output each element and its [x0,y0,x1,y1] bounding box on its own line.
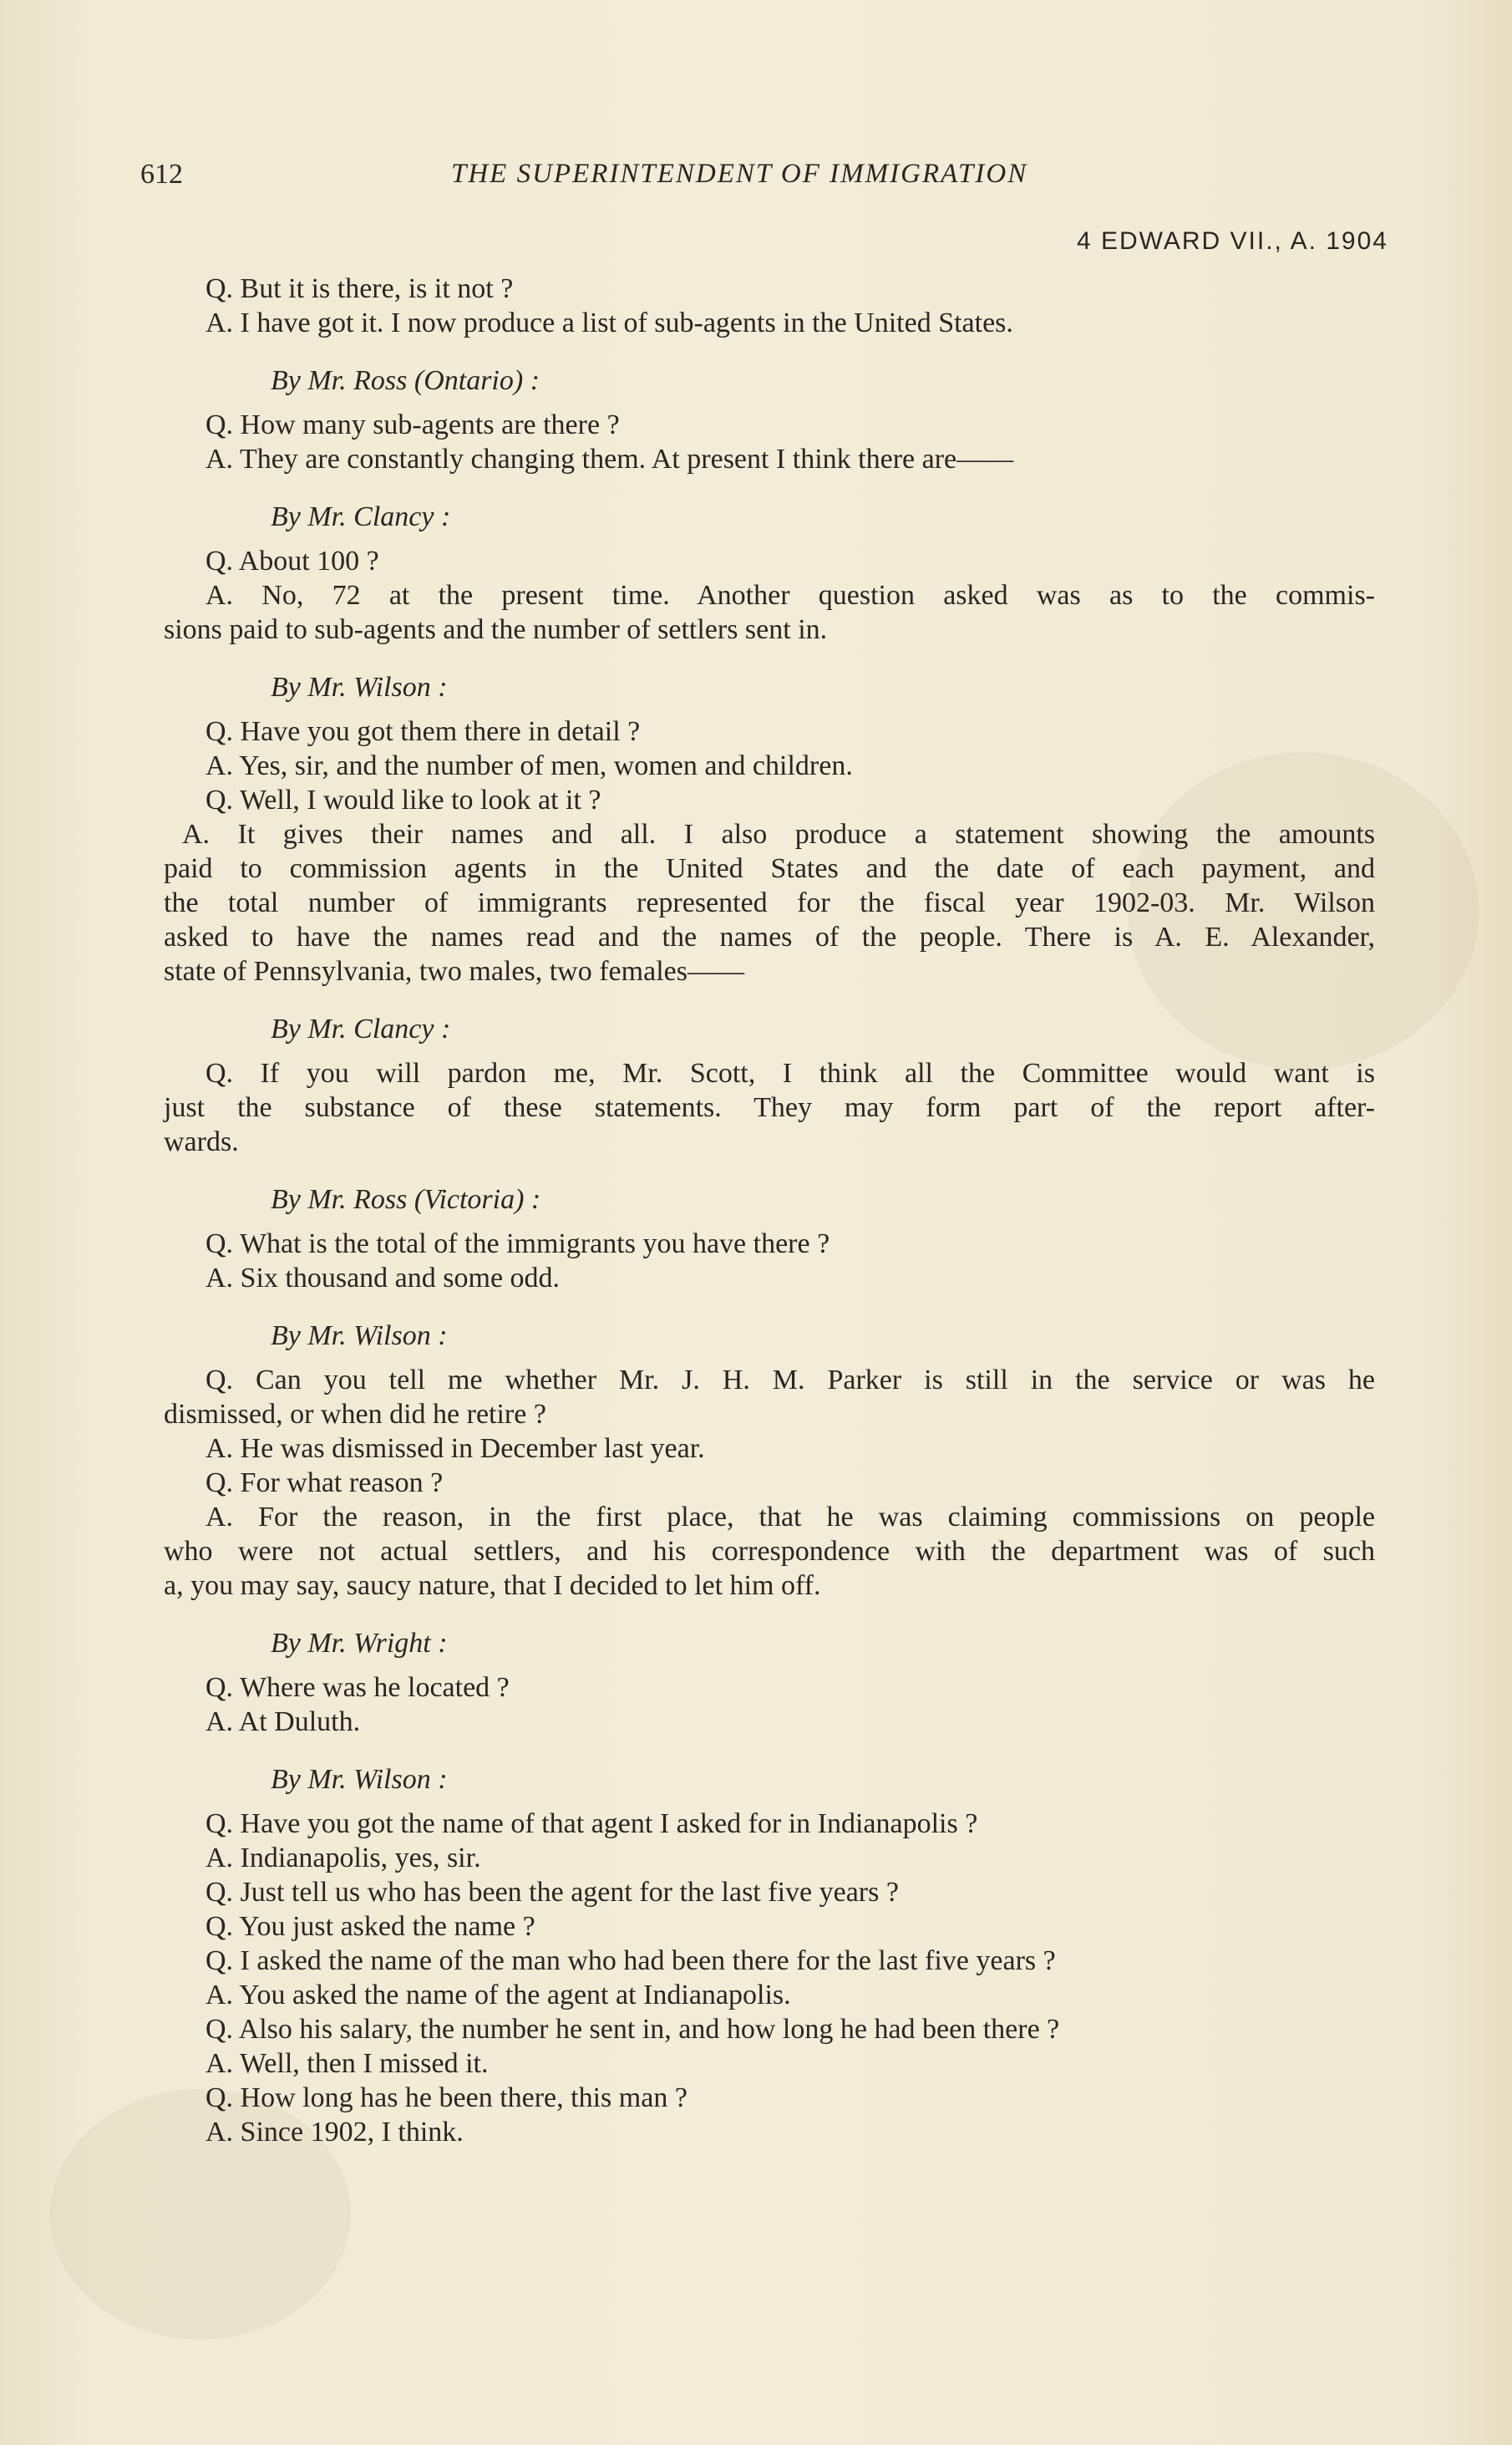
answer-line: A. Yes, sir, and the number of men, women and children. [205,750,853,781]
answer-line: A. For the reason, in the first place, that he was claiming commissions on people [205,1502,1375,1533]
question-line: Q. Have you got the name of that agent I asked for in Indianapolis ? [205,1808,978,1839]
exchange-block [164,1319,1375,1603]
question-continuation: dismissed, or when did he retire ? [164,1399,546,1430]
answer-line: A. It gives their names and all. I also produce a statement showing the amounts [182,819,1375,850]
question-line: Q. But it is there, is it not ? [205,273,514,304]
page-header [140,159,1393,201]
speaker-heading: By Mr. Clancy : [271,501,451,532]
exchange-block [164,272,1375,340]
exchange-block [164,363,1375,476]
question-line: Q. Well, I would like to look at it ? [205,785,601,816]
speaker-heading: By Mr. Wilson : [271,1764,448,1795]
exchange-block [164,500,1375,647]
question-line: Q. Can you tell me whether Mr. J. H. M. Parker is still in the service or was he [205,1365,1375,1395]
question-line: Q. You just asked the name ? [205,1911,535,1942]
running-title: THE SUPERINTENDENT OF IMMIGRATION [451,159,1028,189]
answer-continuation: the total number of immigrants represented for the fiscal year 1902-03. Mr. Wilson [164,887,1375,918]
answer-line: A. I have got it. I now produce a list of sub-agents in the United States. [205,308,1013,338]
speaker-heading: By Mr. Ross (Victoria) : [271,1184,541,1215]
answer-continuation: asked to have the names read and the names of the people. There is A. E. Alexander, [164,922,1375,953]
answer-continuation: state of Pennsylvania, two males, two females—— [164,956,744,987]
exchange-block [164,1012,1375,1159]
speaker-heading: By Mr. Ross (Ontario) : [271,365,540,396]
question-line: Q. Just tell us who has been the agent for the last five years ? [205,1877,899,1908]
answer-continuation: sions paid to sub-agents and the number of settlers sent in. [164,614,828,645]
question-line: Q. Where was he located ? [205,1672,510,1703]
question-line: Q. How long has he been there, this man ? [205,2082,688,2113]
speaker-heading: By Mr. Wright : [271,1628,448,1659]
testimony-body [164,272,1375,2173]
answer-line: A. At Duluth. [205,1706,361,1737]
answer-line: A. He was dismissed in December last year. [205,1433,705,1464]
question-line: Q. How many sub-agents are there ? [205,409,620,440]
answer-line: A. Indianapolis, yes, sir. [205,1843,481,1873]
question-line: Q. For what reason ? [205,1467,444,1498]
exchange-block [164,1182,1375,1295]
exchange-block [164,670,1375,989]
question-line: Q. If you will pardon me, Mr. Scott, I think all the Committee would want is [205,1058,1375,1089]
exchange-block [164,1762,1375,2149]
question-continuation: wards. [164,1126,239,1157]
speaker-heading: By Mr. Wilson : [271,672,448,703]
answer-line: A. Six thousand and some odd. [205,1263,561,1294]
question-line: Q. What is the total of the immigrants you have there ? [205,1228,830,1259]
question-line: Q. Also his salary, the number he sent in, and how long he had been there ? [205,2014,1060,2045]
page-number: 612 [140,159,183,190]
question-line: Q. Have you got them there in detail ? [205,716,641,747]
speaker-heading: By Mr. Wilson : [271,1320,448,1351]
exchange-block [164,1626,1375,1739]
answer-continuation: paid to commission agents in the United States and the date of each payment, and [164,853,1375,884]
question-line: Q. About 100 ? [205,546,379,577]
answer-line: A. They are constantly changing them. At present I think there are—— [205,444,1014,475]
question-continuation: just the substance of these statements. They may form part of the report after- [164,1092,1375,1123]
answer-continuation: a, you may say, saucy nature, that I decided to let him off. [164,1570,821,1601]
answer-continuation: who were not actual settlers, and his correspondence with the department was of such [164,1536,1375,1567]
speaker-heading: By Mr. Clancy : [271,1014,451,1045]
question-line: Q. I asked the name of the man who had been there for the last five years ? [205,1945,1056,1976]
answer-line: A. No, 72 at the present time. Another question asked was as to the commis- [205,580,1375,611]
answer-line: A. Well, then I missed it. [205,2048,489,2079]
session-reference: 4 EDWARD VII., A. 1904 [1076,227,1388,255]
answer-line: A. You asked the name of the agent at Indianapolis. [205,1980,791,2010]
answer-line: A. Since 1902, I think. [205,2117,464,2148]
